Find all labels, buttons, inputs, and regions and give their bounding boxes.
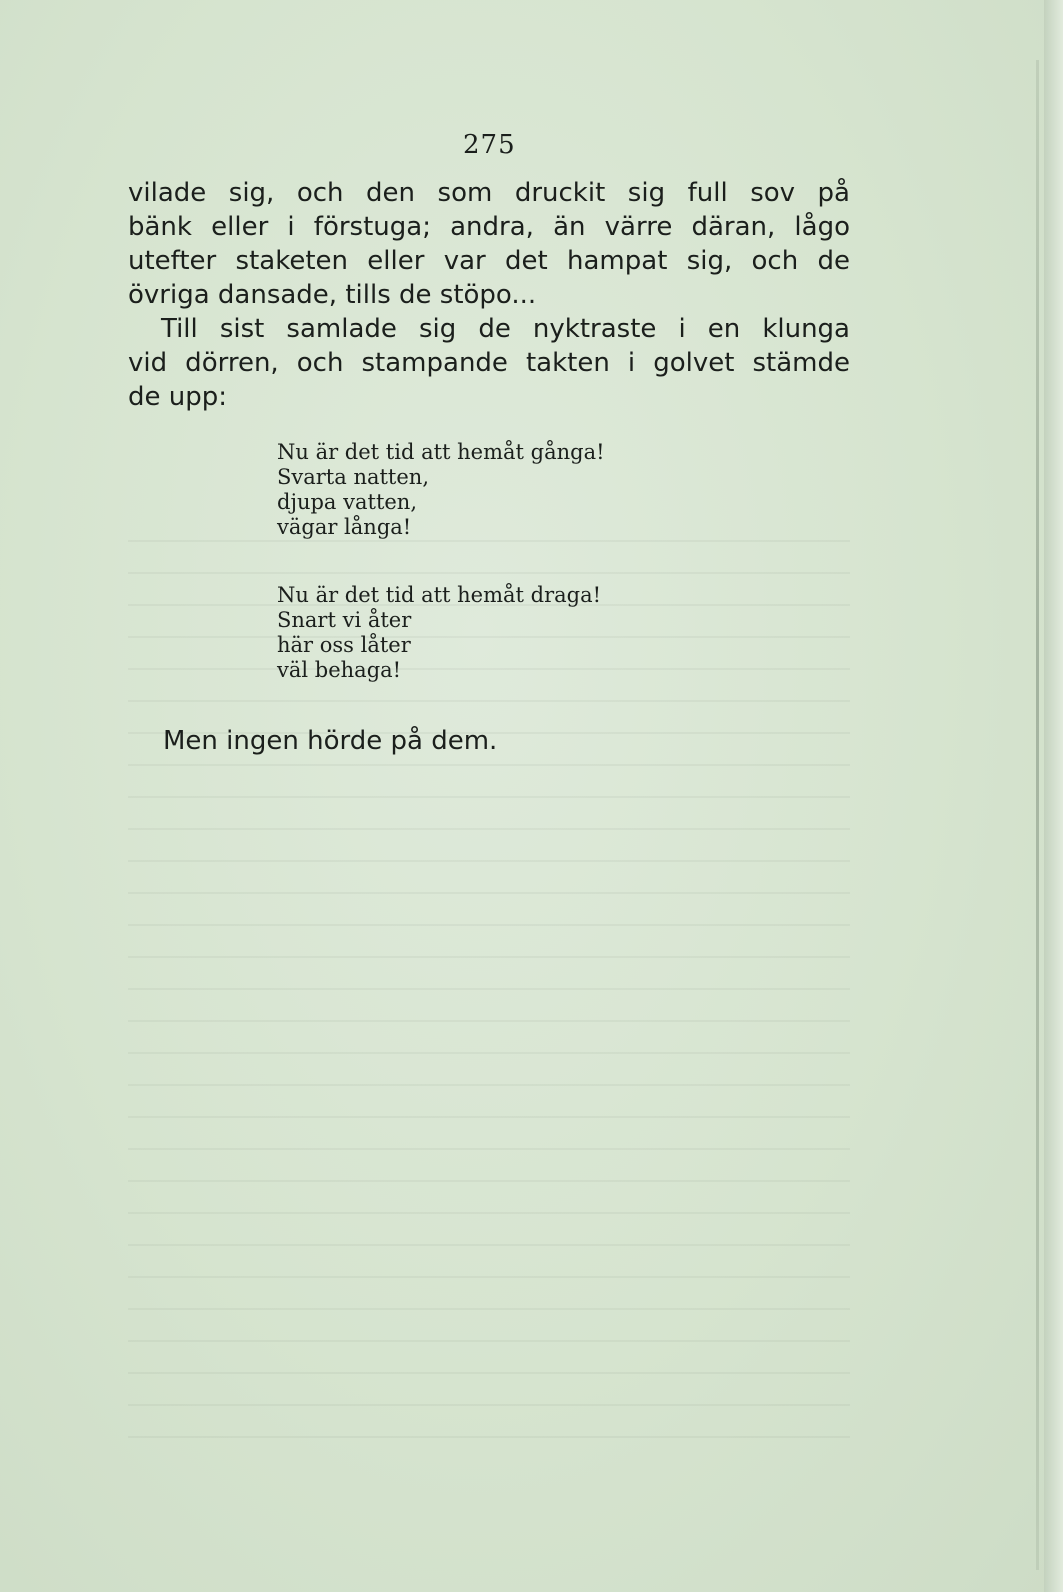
- paragraph-line: övriga dansade, tills de stöpo...: [128, 280, 537, 310]
- paragraph-line: Till sist samlade sig de nyktraste i en klunga: [161, 314, 850, 344]
- paragraph-line: de upp:: [128, 382, 228, 412]
- verse-line: här oss låter: [277, 633, 411, 657]
- paragraph-line: vilade sig, och den som druckit sig full sov på: [128, 178, 850, 208]
- paragraph-2: [128, 312, 850, 414]
- verse-line: väl behaga!: [277, 658, 402, 682]
- verse-line: djupa vatten,: [277, 490, 418, 514]
- page-number: 275: [463, 130, 516, 160]
- verse-stanza-2: [277, 583, 601, 683]
- page-gutter-shadow: [1036, 60, 1039, 1570]
- paragraph-line: utefter staketen eller var det hampat sig, och de: [128, 246, 850, 276]
- verse-line: Svarta natten,: [277, 465, 429, 489]
- verse-line: Nu är det tid att hemåt gånga!: [277, 440, 605, 464]
- verse-line: Snart vi åter: [277, 608, 412, 632]
- paragraph-1: [128, 176, 850, 312]
- closing-line: Men ingen hörde på dem.: [163, 726, 498, 756]
- paragraph-line: bänk eller i förstuga; andra, än värre däran, lågo: [128, 212, 850, 242]
- paragraph-line: vid dörren, och stampande takten i golvet stämde: [128, 348, 850, 378]
- page-edge: [1044, 0, 1063, 1592]
- verse-line: Nu är det tid att hemåt draga!: [277, 583, 602, 607]
- verse-line: vägar långa!: [277, 515, 412, 539]
- verse-stanza-1: [277, 440, 605, 540]
